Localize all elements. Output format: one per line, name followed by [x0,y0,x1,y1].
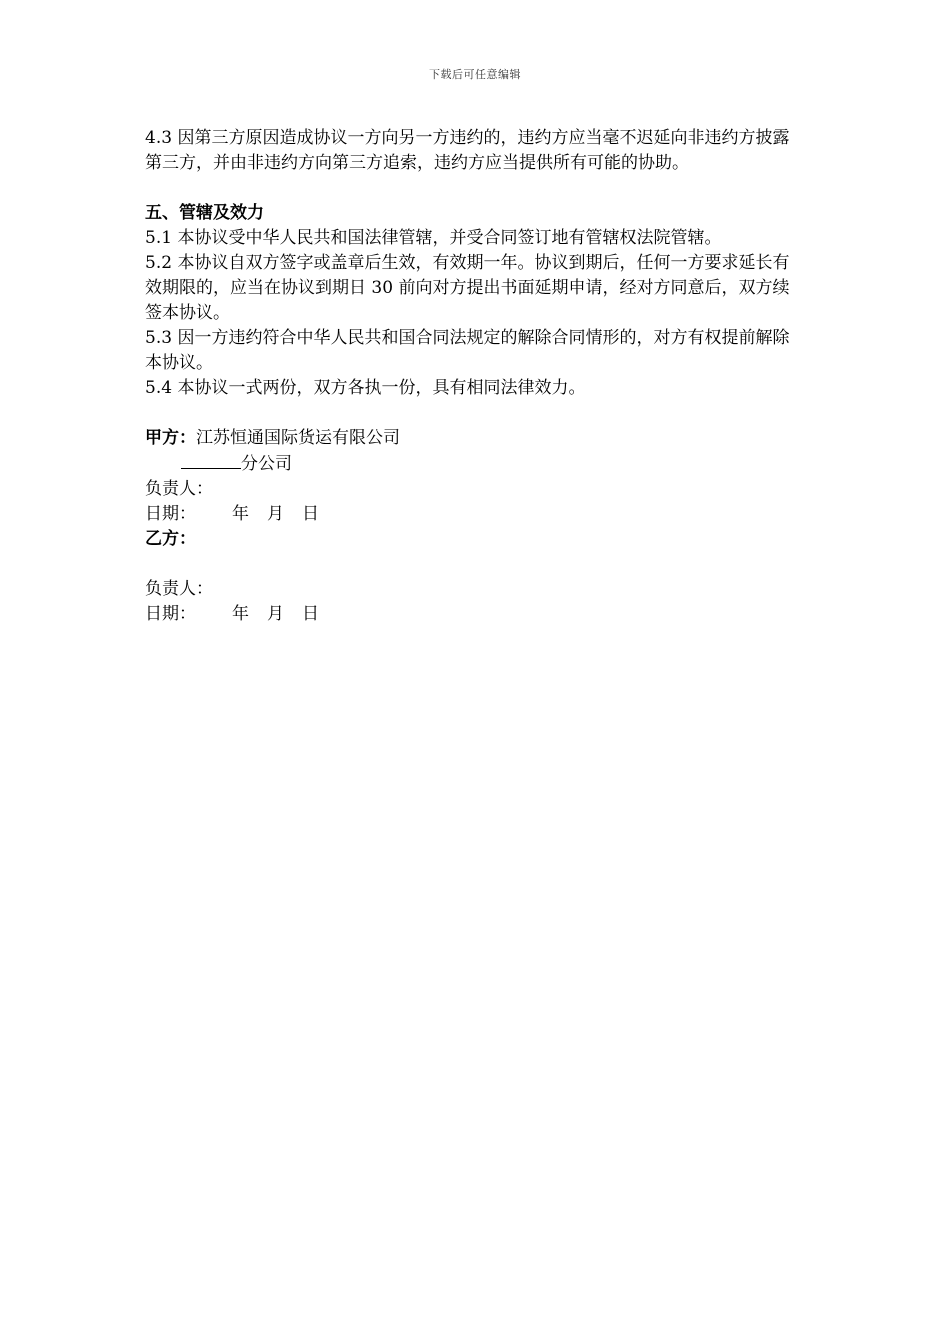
document-body [145,126,805,627]
page-header: 下载后可任意编辑 [429,68,521,81]
clause-5-3: 5.3 因一方违约符合中华人民共和国合同法规定的解除合同情形的，对方有权提前解除本协议。 [145,328,790,373]
branch-blank [181,451,241,469]
party-a-label: 甲方： [145,428,196,448]
branch-suffix: 分公司 [241,454,292,474]
day-label: 日 [302,504,319,524]
clause-5-1: 5.1 本协议受中华人民共和国法律管辖，并受合同签订地有管辖权法院管辖。 [145,228,722,248]
responsible-label: 负责人： [145,579,213,599]
party-b-line [145,527,805,552]
party-b-block [145,527,805,627]
party-b-label: 乙方： [145,529,196,549]
clause-5-4: 5.4 本协议一式两份，双方各执一份，具有相同法律效力。 [145,378,586,398]
party-a-line [145,426,805,451]
clause-5-2: 5.2 本协议自双方签字或盖章后生效，有效期一年。协议到期后，任何一方要求延长有效期限的，应当在协议到期日 30 前向对方提出书面延期申请，经对方同意后，双方续签本协议。 [145,253,790,323]
month-label: 月 [267,504,284,524]
party-a-date [145,502,805,527]
year-label: 年 [232,604,249,624]
year-label: 年 [232,504,249,524]
date-label: 日期： [145,604,196,624]
spacer [145,552,805,577]
party-a-name: 江苏恒通国际货运有限公司 [196,428,400,448]
responsible-label: 负责人： [145,479,213,499]
spacer [145,401,805,426]
party-b-responsible [145,577,805,602]
section-title: 五、管辖及效力 [145,203,264,223]
party-a-branch-line [145,451,805,477]
party-a-responsible [145,477,805,502]
party-a-block [145,426,805,527]
spacer [145,176,805,201]
date-label: 日期： [145,504,196,524]
clause-4-3: 4.3 因第三方原因造成协议一方向另一方违约的，违约方应当毫不迟延向非违约方披露第三方，并由非违约方向第三方追索，违约方应当提供所有可能的协助。 [145,128,790,173]
day-label: 日 [302,604,319,624]
month-label: 月 [267,604,284,624]
party-b-date [145,602,805,627]
